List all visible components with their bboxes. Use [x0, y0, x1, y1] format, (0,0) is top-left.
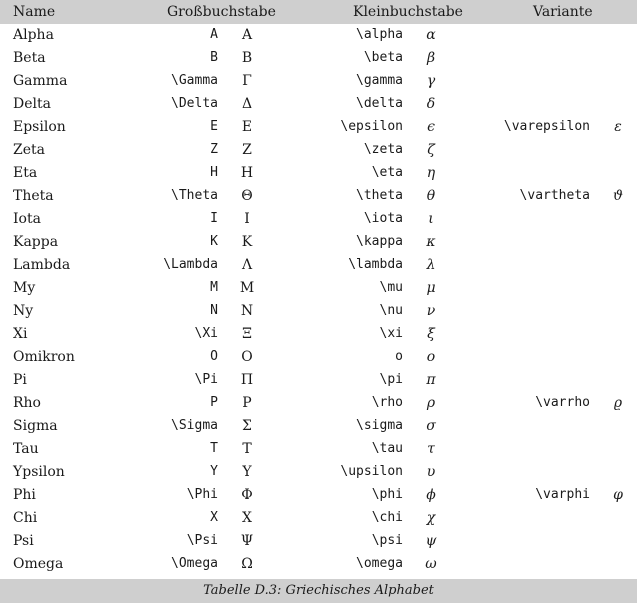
cell-variant-symbol [605, 530, 631, 552]
cell-lower-command: \zeta [363, 142, 403, 157]
cell-upper-command: M [210, 280, 218, 295]
cell-lower-command: \xi [379, 326, 403, 341]
cell-upper-command: T [210, 441, 218, 456]
cell-lower-command: \psi [371, 533, 403, 548]
table-caption: Tabelle D.3: Griechisches Alphabet [203, 583, 434, 598]
cell-lower-symbol: ο [426, 349, 436, 365]
cell-upper-command: I [210, 211, 218, 226]
cell-lower-command: \upsilon [340, 464, 403, 479]
cell-variant-command: \varepsilon [503, 119, 590, 134]
cell-variant-symbol: ε [614, 119, 622, 135]
cell-variant-symbol [605, 323, 631, 345]
cell-variant-command [482, 323, 590, 345]
cell-upper-command: N [210, 303, 218, 318]
cell-name: Delta [13, 96, 51, 112]
cell-upper-symbol: Θ [241, 188, 253, 204]
cell-name: Tau [13, 441, 39, 457]
cell-upper-symbol: Β [241, 50, 253, 66]
cell-upper-command: O [210, 349, 218, 364]
cell-lower-command: \alpha [356, 27, 403, 42]
header-uppercase: Großbuchstabe [167, 4, 276, 20]
cell-upper-command: \Lambda [163, 257, 218, 272]
cell-name: Xi [13, 326, 28, 342]
cell-variant-symbol [605, 346, 631, 368]
cell-variant-command [482, 507, 590, 529]
cell-upper-symbol: Ν [240, 303, 254, 319]
cell-lower-symbol: ρ [426, 395, 436, 411]
cell-lower-symbol: τ [427, 441, 435, 457]
cell-upper-command: Z [210, 142, 218, 157]
cell-upper-symbol: Ζ [242, 142, 252, 158]
cell-upper-symbol: Ρ [242, 395, 252, 411]
cell-variant-command [482, 254, 590, 276]
cell-lower-command: \nu [379, 303, 403, 318]
cell-variant-command [482, 70, 590, 92]
cell-upper-command: \Xi [194, 326, 218, 341]
cell-variant-command [482, 369, 590, 391]
cell-upper-command: Y [210, 464, 218, 479]
cell-name: Iota [13, 211, 41, 227]
cell-name: My [13, 280, 36, 296]
cell-upper-command: \Gamma [171, 73, 218, 88]
cell-lower-command: \beta [363, 50, 403, 65]
cell-upper-command: B [210, 50, 218, 65]
cell-name: Lambda [13, 257, 71, 273]
header-lowercase: Kleinbuchstabe [353, 4, 463, 20]
cell-lower-command: \gamma [356, 73, 403, 88]
cell-variant-symbol: φ [613, 487, 623, 503]
cell-upper-command: H [210, 165, 218, 180]
cell-lower-command: \kappa [356, 234, 403, 249]
cell-variant-command: \varrho [535, 395, 590, 410]
cell-upper-command: \Psi [186, 533, 218, 548]
cell-upper-symbol: Φ [241, 487, 253, 503]
cell-variant-command [482, 231, 590, 253]
cell-lower-symbol: ν [426, 303, 436, 319]
cell-upper-command: X [210, 510, 218, 525]
cell-lower-symbol: ϵ [427, 119, 435, 135]
cell-upper-command: E [210, 119, 218, 134]
cell-lower-command: o [395, 349, 403, 364]
cell-variant-symbol [605, 277, 631, 299]
cell-variant-command [482, 139, 590, 161]
cell-lower-symbol: ι [428, 211, 434, 227]
cell-variant-symbol [605, 208, 631, 230]
cell-name: Zeta [13, 142, 45, 158]
cell-name: Kappa [13, 234, 59, 250]
cell-name: Omega [13, 556, 64, 572]
cell-lower-command: \sigma [356, 418, 403, 433]
cell-variant-command [482, 415, 590, 437]
cell-variant-symbol [605, 553, 631, 575]
cell-variant-command [482, 530, 590, 552]
cell-lower-symbol: ψ [425, 533, 437, 549]
cell-variant-symbol [605, 254, 631, 276]
cell-variant-symbol [605, 70, 631, 92]
cell-lower-symbol: σ [426, 418, 436, 434]
cell-name: Eta [13, 165, 38, 181]
cell-lower-symbol: δ [426, 96, 436, 112]
cell-upper-symbol: Λ [241, 257, 253, 273]
cell-lower-command: \tau [371, 441, 403, 456]
cell-upper-symbol: Π [240, 372, 254, 388]
cell-variant-command: \vartheta [519, 188, 590, 203]
cell-variant-command [482, 208, 590, 230]
cell-name: Beta [13, 50, 46, 66]
cell-upper-symbol: Δ [241, 96, 253, 112]
cell-upper-symbol: Ο [241, 349, 253, 365]
cell-lower-command: \theta [356, 188, 403, 203]
cell-upper-symbol: Χ [242, 510, 252, 526]
header-variant: Variante [533, 4, 593, 20]
cell-variant-command [482, 162, 590, 184]
cell-lower-command: \epsilon [340, 119, 403, 134]
cell-name: Chi [13, 510, 38, 526]
cell-variant-command [482, 24, 590, 46]
cell-variant-symbol [605, 162, 631, 184]
cell-lower-symbol: α [426, 27, 436, 43]
cell-variant-command [482, 346, 590, 368]
cell-upper-symbol: Μ [239, 280, 255, 296]
cell-lower-command: \chi [371, 510, 403, 525]
cell-upper-command: P [210, 395, 218, 410]
cell-upper-symbol: Υ [242, 464, 252, 480]
cell-variant-command [482, 438, 590, 460]
cell-variant-symbol [605, 24, 631, 46]
cell-variant-symbol [605, 139, 631, 161]
cell-variant-command [482, 277, 590, 299]
cell-upper-command: \Sigma [171, 418, 218, 433]
cell-name: Sigma [13, 418, 58, 434]
cell-variant-command [482, 93, 590, 115]
cell-name: Omikron [13, 349, 75, 365]
cell-name: Ypsilon [13, 464, 65, 480]
cell-lower-symbol: θ [426, 188, 436, 204]
cell-name: Gamma [13, 73, 68, 89]
cell-upper-symbol: Ψ [240, 533, 254, 549]
cell-variant-command: \varphi [535, 487, 590, 502]
cell-lower-symbol: λ [426, 257, 436, 273]
cell-upper-symbol: Γ [242, 73, 252, 89]
cell-variant-symbol [605, 300, 631, 322]
cell-name: Theta [13, 188, 54, 204]
cell-name: Psi [13, 533, 34, 549]
cell-variant-symbol [605, 231, 631, 253]
cell-lower-symbol: π [426, 372, 436, 388]
cell-variant-symbol: ϑ [612, 188, 623, 204]
cell-upper-command: \Delta [171, 96, 218, 111]
cell-variant-command [482, 300, 590, 322]
cell-upper-symbol: Η [240, 165, 254, 181]
cell-upper-symbol: Κ [241, 234, 253, 250]
cell-lower-symbol: ζ [427, 142, 435, 158]
header-name: Name [13, 4, 56, 20]
cell-upper-symbol: Α [241, 27, 253, 43]
cell-lower-symbol: μ [426, 280, 436, 296]
cell-lower-symbol: κ [426, 234, 436, 250]
cell-upper-symbol: Σ [242, 418, 252, 434]
cell-lower-symbol: β [426, 50, 436, 66]
cell-lower-symbol: υ [426, 464, 436, 480]
cell-upper-command: \Omega [171, 556, 218, 571]
cell-variant-symbol [605, 47, 631, 69]
cell-variant-command [482, 47, 590, 69]
cell-name: Alpha [13, 27, 54, 43]
cell-upper-symbol: Ω [241, 556, 253, 572]
cell-lower-symbol: χ [426, 510, 436, 526]
cell-upper-symbol: Ι [244, 211, 250, 227]
cell-variant-symbol [605, 438, 631, 460]
cell-lower-command: \eta [371, 165, 403, 180]
cell-lower-command: \pi [379, 372, 403, 387]
cell-upper-command: K [210, 234, 218, 249]
cell-name: Phi [13, 487, 36, 503]
cell-upper-command: \Phi [186, 487, 218, 502]
cell-lower-command: \phi [371, 487, 403, 502]
cell-variant-symbol [605, 369, 631, 391]
cell-lower-symbol: ξ [427, 326, 435, 342]
cell-upper-command: \Pi [194, 372, 218, 387]
cell-lower-command: \delta [356, 96, 403, 111]
cell-upper-symbol: Ξ [242, 326, 252, 342]
cell-variant-command [482, 461, 590, 483]
cell-upper-symbol: Τ [242, 441, 252, 457]
cell-variant-symbol: ϱ [613, 395, 623, 411]
cell-lower-command: \lambda [348, 257, 403, 272]
cell-lower-command: \rho [371, 395, 403, 410]
cell-name: Pi [13, 372, 27, 388]
cell-name: Ny [13, 303, 34, 319]
cell-lower-symbol: γ [426, 73, 436, 89]
cell-variant-symbol [605, 93, 631, 115]
cell-upper-command: A [210, 27, 218, 42]
cell-lower-symbol: ω [425, 556, 437, 572]
cell-lower-symbol: η [426, 165, 436, 181]
cell-lower-command: \iota [363, 211, 403, 226]
cell-upper-symbol: Ε [241, 119, 253, 135]
cell-lower-command: \omega [356, 556, 403, 571]
cell-upper-command: \Theta [171, 188, 218, 203]
cell-variant-command [482, 553, 590, 575]
cell-name: Rho [13, 395, 41, 411]
cell-name: Epsilon [13, 119, 66, 135]
cell-variant-symbol [605, 461, 631, 483]
cell-lower-command: \mu [379, 280, 403, 295]
cell-variant-symbol [605, 415, 631, 437]
cell-variant-symbol [605, 507, 631, 529]
cell-lower-symbol: ϕ [426, 487, 436, 503]
